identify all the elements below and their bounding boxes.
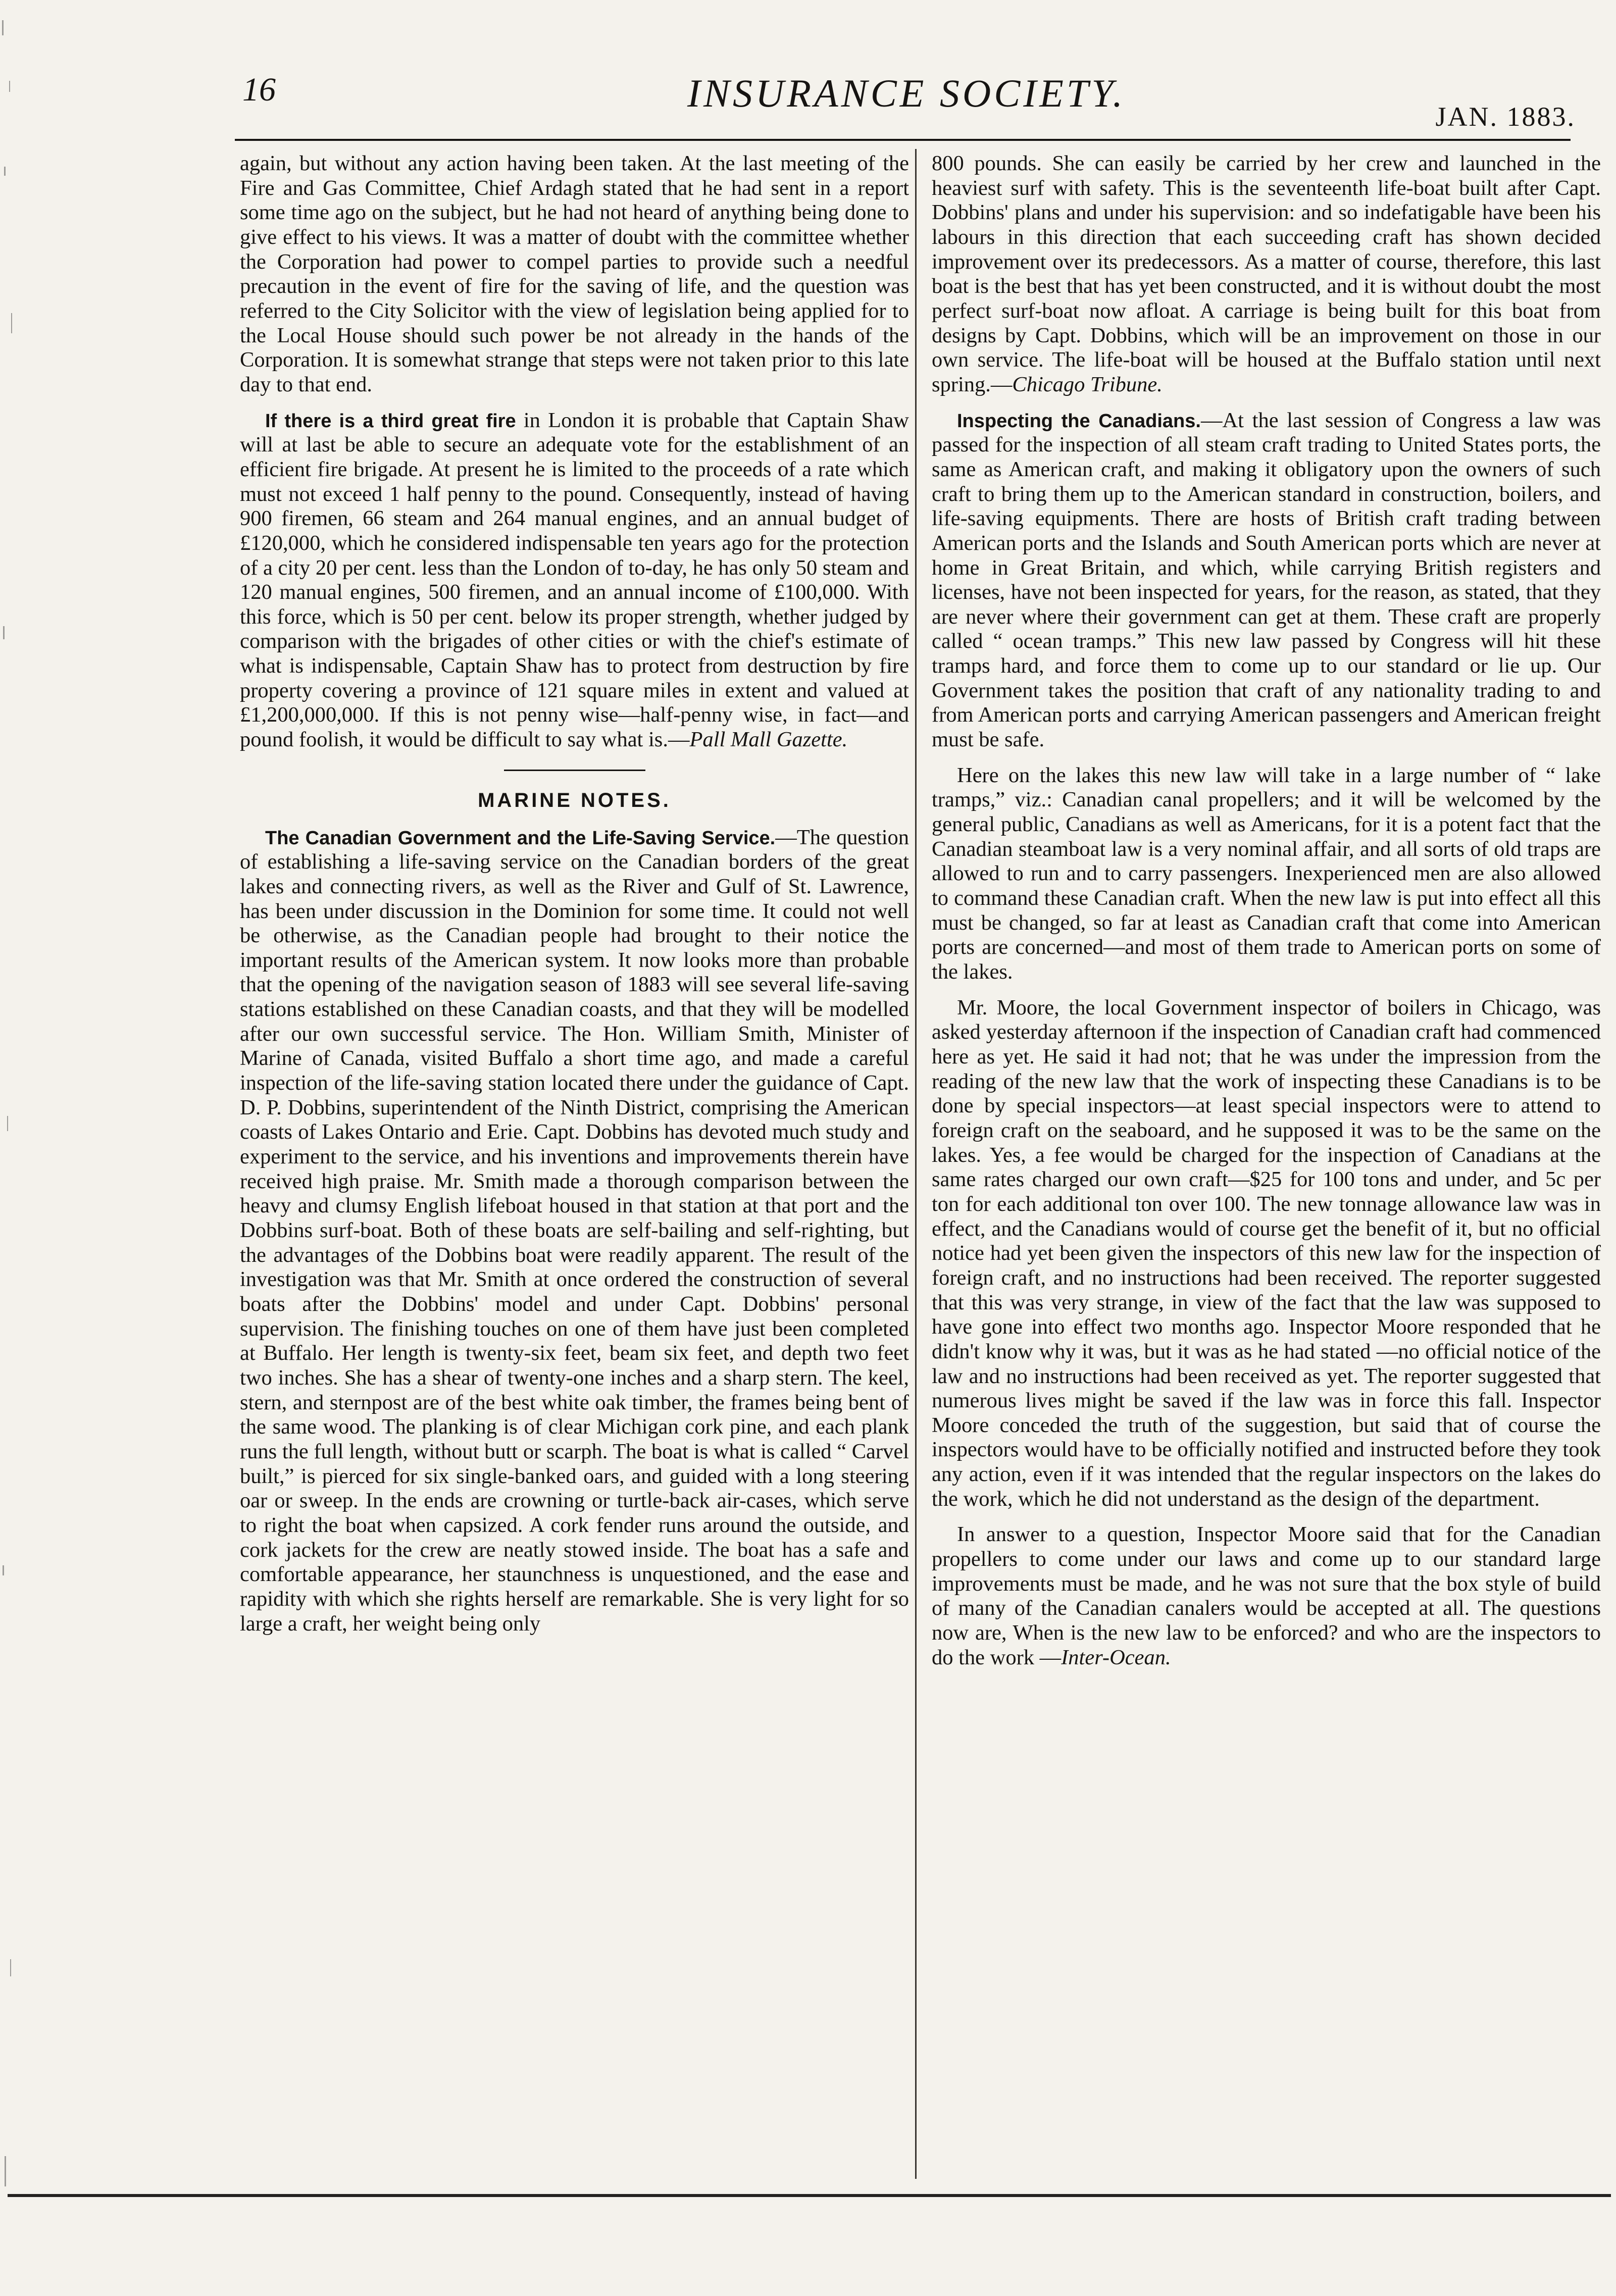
publication-title: INSURANCE SOCIETY. (687, 71, 1126, 115)
section-heading: MARINE NOTES. (478, 789, 671, 811)
column-divider (915, 149, 917, 2179)
page-bottom-edge (8, 2194, 1611, 2197)
article-lead: The Canadian Government and the Life-Saving Service. (265, 827, 776, 849)
page-number: 16 (242, 71, 276, 108)
article-london-fire-brigade (240, 409, 909, 752)
left-column (240, 151, 909, 2171)
article-source: Chicago Tribune. (1012, 372, 1163, 396)
article-body: —At the last session of Congress a law was passed for the inspection of all steam craft trading to United States ports, the same as American craft, and making it obligatory upon the owners of such craft to bring them up to the American standard in construction, boilers, and life-saving equipments. There are hosts of British craft trading between American ports and the Islands and South American ports which are never at home in Great Britain, and which, while carrying British registers and licenses, have not been inspected for years, for the reason, as stated, that they are never where their government can get at them. These craft are properly called “ ocean tramps.” This new law passed by Congress will hit these tramps hard, and force them to come up to our standard or lie up. Our Government takes the position that craft of any nationality trading to and from American ports and carrying American passengers and American freight must be safe. (932, 408, 1601, 752)
scan-noise-marks (0, 0, 35, 2293)
article-body: —The question of establishing a life-saving service on the Canadian borders of the great lakes and connecting rivers, as well as the River and Gulf of St. Lawrence, has been under discussion in the Dominion for some time. It could not well be otherwise, as the Canadian people had brought to their notice the important results of the American system. It now looks more than probable that the opening of the navigation season of 1883 will see several life-saving stations established on these Canadian coasts, and that they will be modelled after our own successful service. The Hon. William Smith, Minister of Marine of Canada, visited Buffalo a short time ago, and made a careful inspection of the life-saving station located there under the guidance of Capt. D. P. Dobbins, superintendent of the Ninth District, comprising the American coasts of Lakes Ontario and Erie. Capt. Dobbins has devoted much study and experiment to the service, and his inventions and improvements therein have received high praise. Mr. Smith made a thorough comparison between the heavy and clumsy English lifeboat housed in that station at that port and the Dobbins surf-boat. Both of these boats are self-bailing and self-righting, but the advantages of the Dobbins boat were readily apparent. The result of the investigation was that Mr. Smith at once ordered the construction of several boats after the Dobbins' model and under Capt. Dobbins' personal supervision. The finishing touches on one of them have just been completed at Buffalo. Her length is twenty-six feet, beam six feet, and depth two feet two inches. She has a shear of twenty-one inches and a sharp stern. The keel, stern, and sternpost are of the best white oak timber, the frames being bent of the same wood. The planking is of clear Michigan cork pine, and each plank runs the full length, without butt or scarph. The boat is what is called “ Carvel built,” is pierced for six single-banked oars, and guided with a long steering oar or sweep. In the ends are crowning or turtle-back air-cases, which serve to right the boat when capsized. A cork fender runs around the outside, and cork jackets for the crew are neatly stowed inside. The boat has a safe and comfortable appearance, her staunchness is unquestioned, and the ease and rapidity with which she rights herself are remarkable. She is very light for so large a craft, her weight being only (240, 825, 909, 1636)
article-canadian-life-saving (240, 826, 909, 1637)
paragraph-mr-moore: Mr. Moore, the local Government inspector of boilers in Chicago, was asked yesterday afternoon if the inspection of Canadian craft had commenced here as yet. He said it had not; that he was under the impression from the reading of the new law that the work of inspecting these Canadians is to be done by special inspectors—at least special inspectors were to attend to foreign craft on the seaboard, and he supposed it was to be the same on the lakes. Yes, a fee would be charged for the inspection of Canadians at the same rates charged our own craft—$25 for 100 tons and under, and 5c per ton for each additional ton over 100. The new tonnage allowance law was in effect, and the Canadians would of course get the benefit of it, but no official notice had yet been given the inspectors of this new law for the inspection of foreign craft, and no instructions had been received. The reporter suggested that this was very strange, in view of the fact that the law was supposed to have gone into effect two months ago. Inspector Moore responded that he didn't know why it was, but it was as he had stated —no official notice of the law and no instructions had been received as yet. The reporter suggested that numerous lives might be saved if the law was in force this fall. Inspector Moore conceded the truth of the suggestion, but said that of course the inspectors would have to be officially notified and instructed before they took any action, even if it was intended that the regular inspectors on the lakes do the work, which he did not understand as the design of the department. (932, 995, 1601, 1511)
header-rule (235, 139, 1571, 141)
article-body: in London it is probable that Captain Shaw will at last be able to secure an adequate vote for the establishment of an efficient fire brigade. At present he is limited to the proceeds of a rate which must not exceed 1 half penny to the pound. Consequently, instead of having 900 firemen, 66 steam and 264 manual engines, and an annual budget of £120,000, which he considered indispensable ten years ago for the protection of a city 20 per cent. less than the London of to-day, he has only 50 steam and 120 manual engines, 500 firemen, and an annual income of £100,000. With this force, which is 50 per cent. below its proper strength, whether judged by comparison with the brigades of other cities or with the chief's estimate of what is indispensable, Captain Shaw has to protect from destruction by fire property covering a province of 121 square miles in extent and valued at £1,200,000,000. If this is not penny wise—half-penny wise, in fact—and pound foolish, it would be difficult to say what is.— (240, 408, 909, 752)
article-source: Inter-Ocean. (1061, 1645, 1171, 1669)
page-header (237, 71, 1576, 146)
issue-date: JAN. 1883. (1435, 101, 1576, 132)
article-lead: If there is a third great fire (265, 410, 516, 432)
article-inspecting-canadians (932, 409, 1601, 752)
article-source: Pall Mall Gazette. (689, 728, 848, 752)
article-lead: Inspecting the Canadians. (957, 410, 1201, 432)
right-column (932, 151, 1601, 2171)
article-body: In answer to a question, Inspector Moore said that for the Canadian propellers to come under our laws and come up to our standard large improvements must be made, and he was not sure that the box style of build of many of the Canadian canalers would be accepted at all. The questions now are, When is the new law to be enforced? and who are the inspectors to do the work — (932, 1522, 1601, 1669)
paragraph-lake-tramps: Here on the lakes this new law will take in a large number of “ lake tramps,” viz.: Canadian canal propellers; and it will be welcomed by the general public, Canadians as well as Americans, for it is a potent fact that the Canadian steamboat law is a very nominal affair, and all sorts of old traps are allowed to run and to carry passengers. Inexperienced men are also allowed to command these Canadian craft. When the new law is put into effect all this must be changed, so far at least as Canadian craft that come into American ports are concerned—and most of them trade to American ports on some of the lakes. (932, 763, 1601, 984)
article-body: 800 pounds. She can easily be carried by her crew and launched in the heaviest surf with safety. This is the seventeenth life-boat built after Capt. Dobbins' plans and under his supervision: and so indefatigable have been his labours in this direction that each succeeding craft has shown decided improvement over its predecessors. As a matter of course, therefore, this last boat is the best that has yet been constructed, and it is without doubt the most perfect surf-boat now afloat. A carriage is being built for this boat from designs by Capt. Dobbins, which will be an improvement on those in our own service. The life-boat will be housed at the Buffalo station until next spring.— (932, 151, 1601, 396)
article-fire-escape-continuation: again, but without any action having been taken. At the last meeting of the Fire and Gas Committee, Chief Ardagh stated that he had sent in a report some time ago on the subject, but he had not heard of anything being done to give effect to his views. It was a matter of doubt with the committee whether the Corporation had power to compel parties to provide such a needful precaution in the event of fire for the saving of life, and the question was referred to the City Solicitor with the view of legislation being applied for to the Local House should such power be not already in the hands of the Corporation. It is somewhat strange that steps were not taken prior to this late day to that end. (240, 151, 909, 396)
scan-margin-noise (0, 0, 35, 2293)
section-divider (504, 770, 645, 771)
article-life-saving-continuation (932, 151, 1601, 397)
paragraph-inspector-answer (932, 1522, 1601, 1670)
